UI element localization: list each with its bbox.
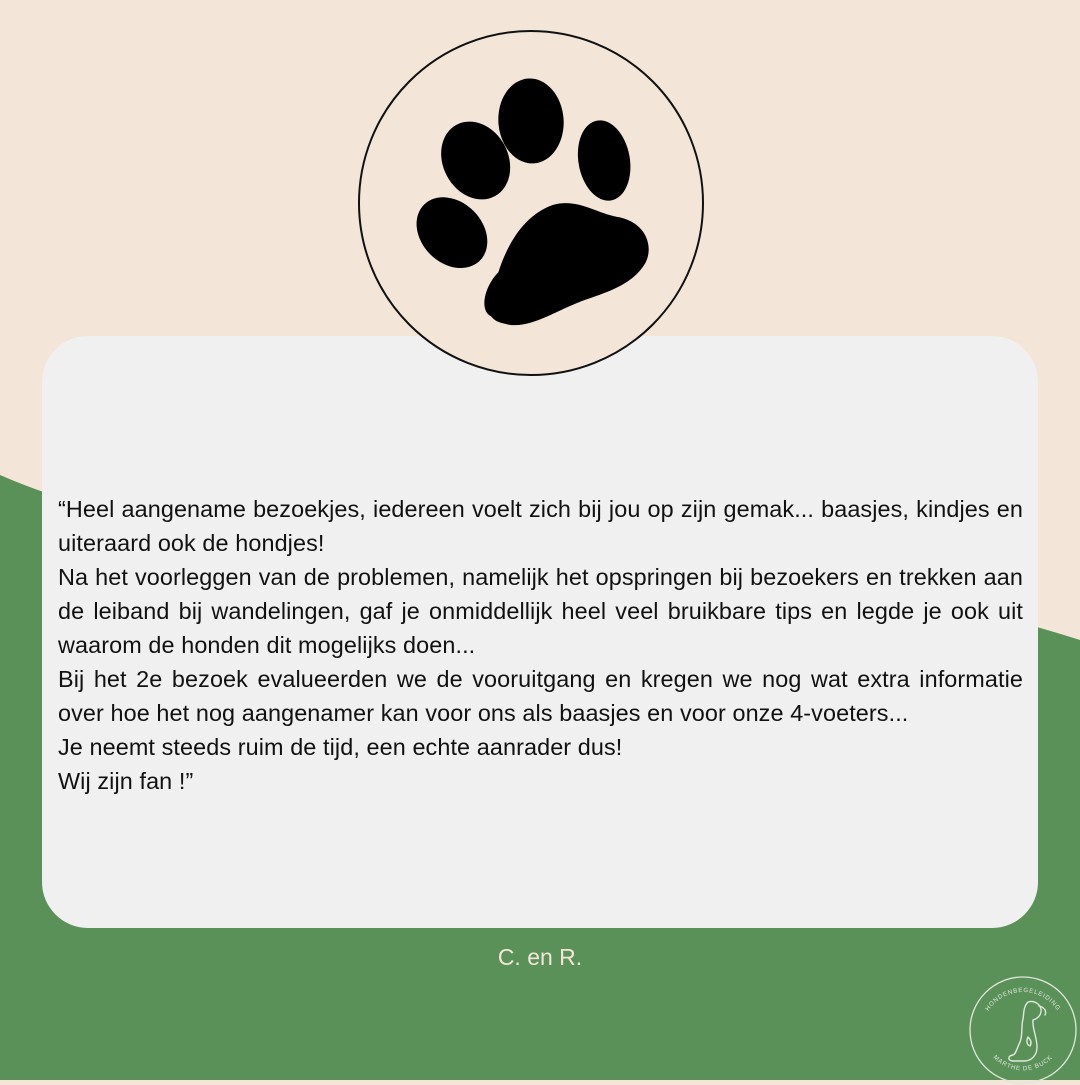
testimonial-paragraph-4: Je neemt steeds ruim de tijd, een echte aanrader dus!: [58, 734, 623, 760]
testimonial-text: [58, 492, 1023, 798]
logo-top-text: HONDENBEGELEIDING: [984, 986, 1062, 1013]
logo-bottom-text: MARTHE DE BUCK: [991, 1053, 1055, 1073]
testimonial-paragraph-5: Wij zijn fan !”: [58, 768, 194, 794]
paw-print-icon: [360, 32, 702, 374]
dog-silhouette-logo-icon: [968, 975, 1078, 1085]
testimonial-author: C. en R.: [497, 944, 583, 970]
svg-text:HONDENBEGELEIDING: [984, 987, 1062, 1012]
paw-badge: [358, 30, 704, 376]
testimonial-paragraph-2: Na het voorleggen van de problemen, namelijk het opspringen bij bezoekers en trekken aan de leiband bij wandelingen, gaf je onmiddellijk heel veel bruikbare tips en legde je ook uit waarom de honden dit mogelijks doen...: [58, 564, 1023, 658]
testimonial-paragraph-3: Bij het 2e bezoek evalueerden we de vooruitgang en kregen we nog wat extra informatie over hoe het nog aangenamer kan voor ons als baasjes en voor onze 4-voeters...: [58, 666, 1023, 726]
testimonial-paragraph-1: “Heel aangename bezoekjes, iedereen voelt zich bij jou op zijn gemak... baasjes, kindjes en uiteraard ook de hondjes!: [58, 496, 1023, 556]
svg-text:MARTHE DE BUCK: [992, 1054, 1055, 1073]
